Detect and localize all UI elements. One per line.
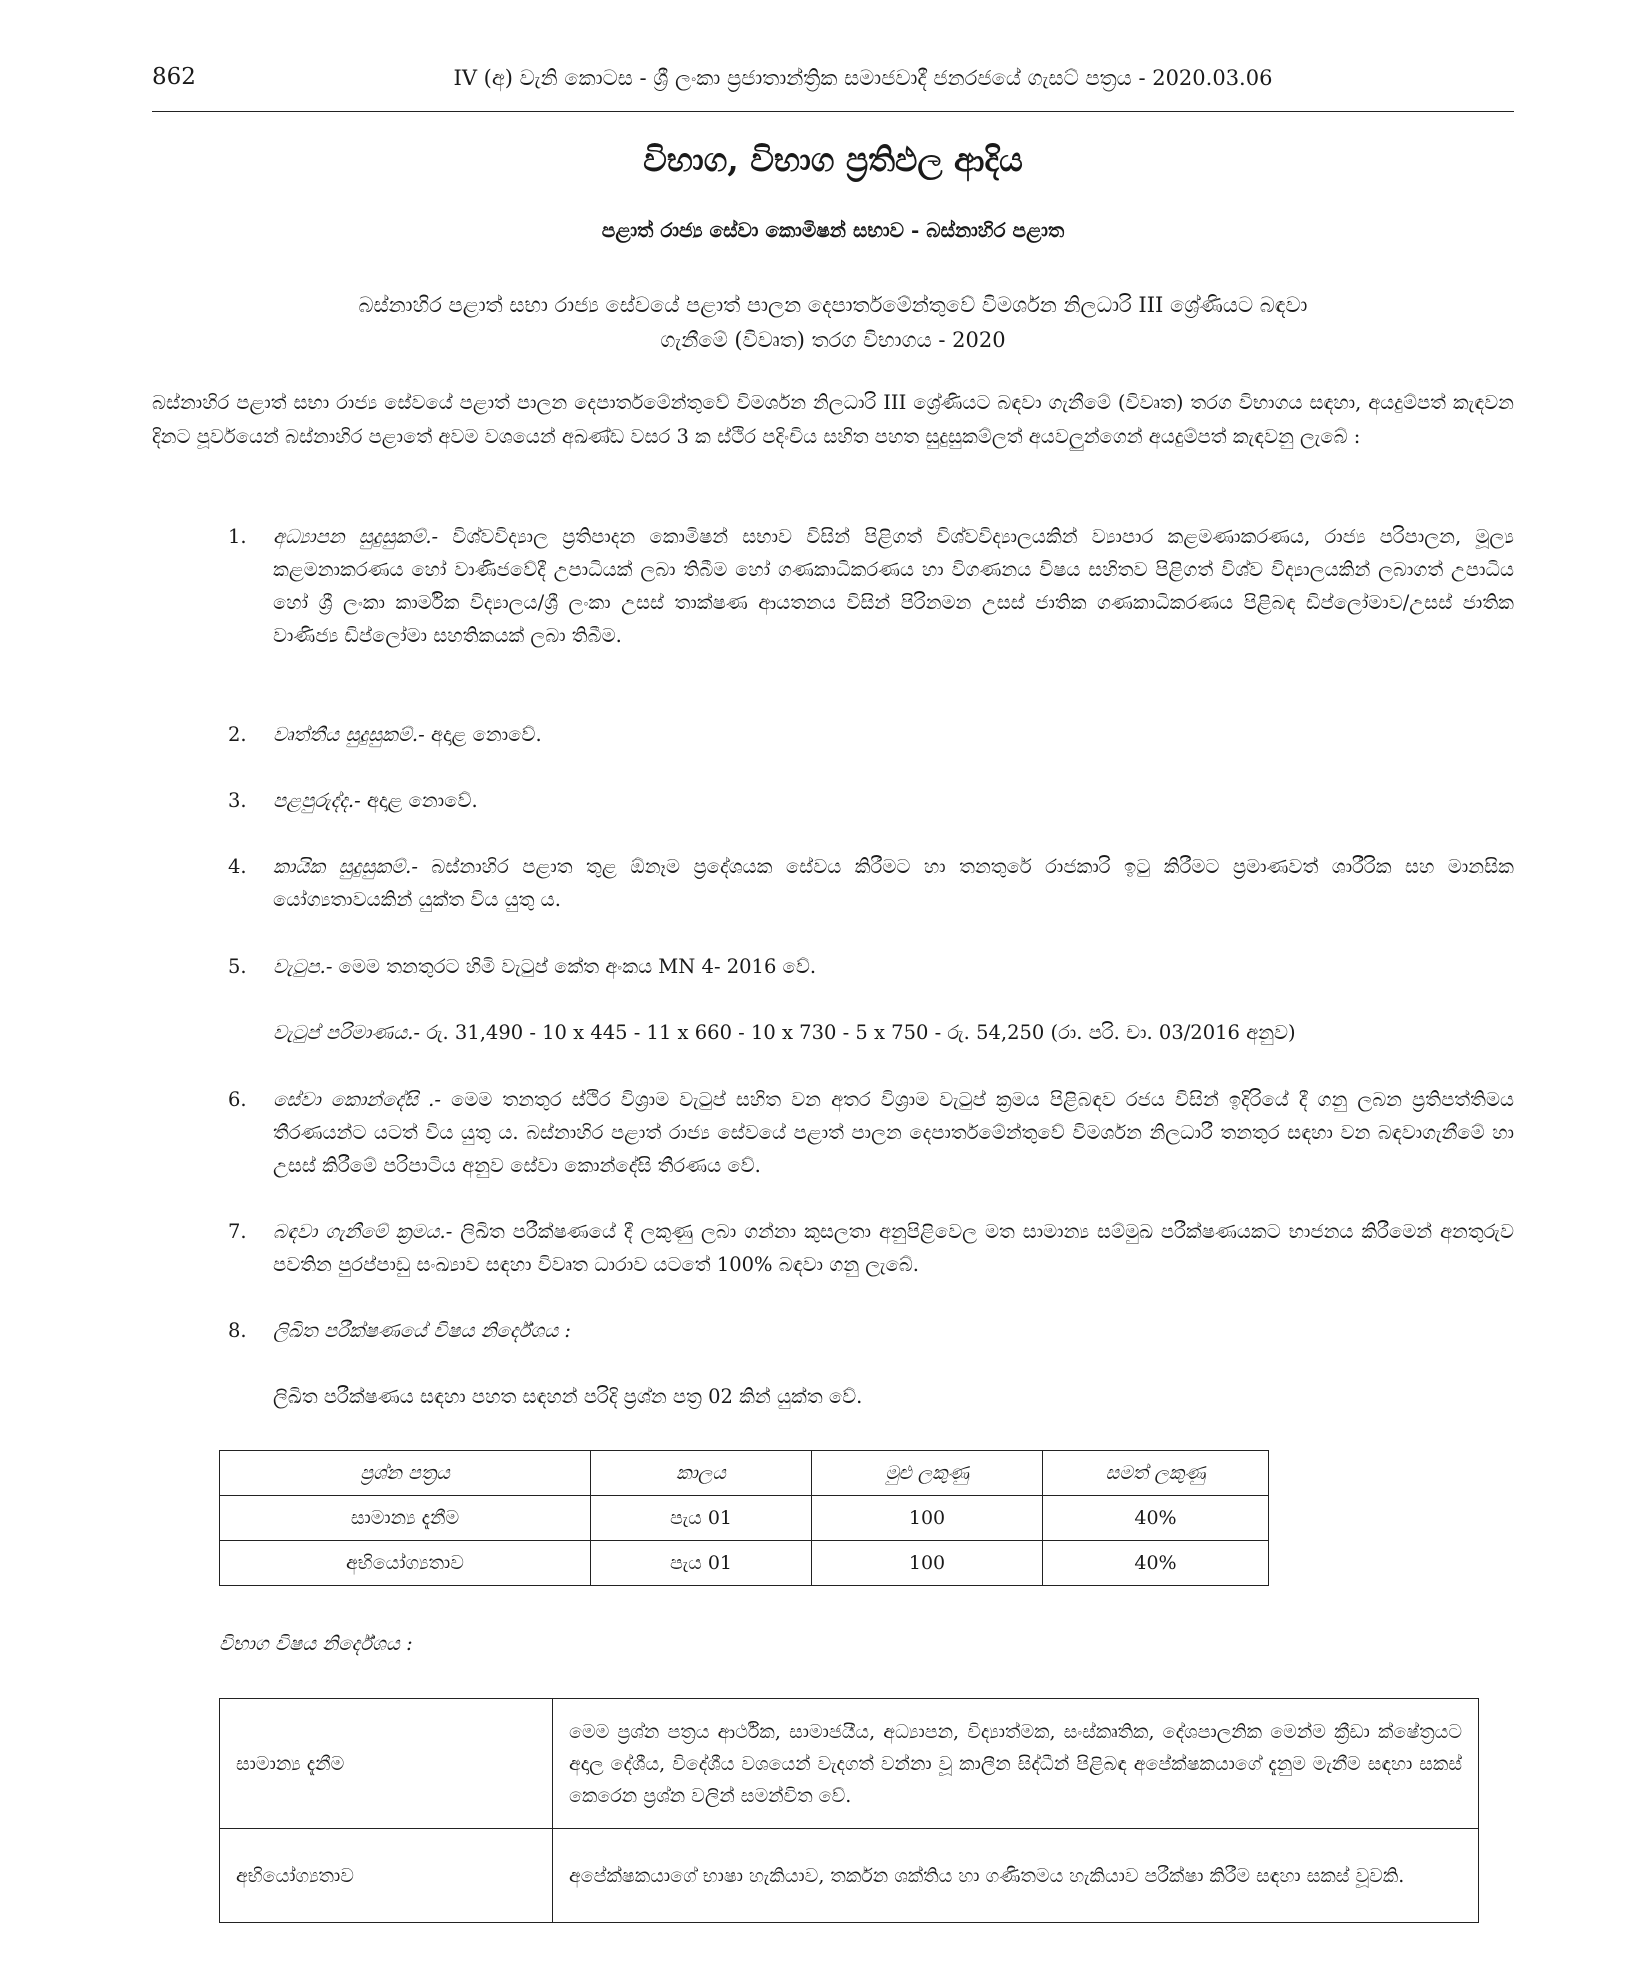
papers-table	[219, 1450, 1269, 1586]
item-heading: පළපුරුද්ද.-	[273, 789, 361, 812]
item-text: අදාළ නොවේ.	[424, 723, 542, 746]
table-cell: මෙම ප්‍රශ්න පත්‍රය ආර්ථික, සාමාජයීය, අධ්‍යාපන, විද්‍යාත්මක, සංස්කෘතික, දේශපාලනික මෙන්ම ක්‍රීඩා ක්ෂේත්‍රයට අදාල දේශීය, විදේශීය වශයෙන් වැදගත් වන්නා වූ කාලීන සිද්ධීන් පිළිබඳ අපේක්ෂකයාගේ දැනුම මැනීම සඳහා සකස් කෙරෙන ප්‍රශ්න වලින් සමන්විත වේ.	[553, 1699, 1479, 1829]
table-cell: 40%	[1043, 1496, 1269, 1541]
table-row	[220, 1699, 1479, 1829]
table-cell: සාමාන්‍ය දැනීම	[220, 1496, 591, 1541]
item-body	[273, 784, 1514, 817]
item-body	[273, 950, 1514, 983]
page-number: 862	[152, 64, 196, 90]
salary-scale-label: වැටුප් පරිමාණය.-	[273, 1021, 421, 1044]
exam-title-line: ගැනීමේ (විවෘත) තරග විභාගය - 2020	[660, 328, 1006, 352]
column-header: ප්‍රශ්න පත්‍රය	[220, 1451, 591, 1496]
table-cell: පැය 01	[591, 1496, 812, 1541]
item-heading: සේවා කොන්දේසි .-	[273, 1088, 441, 1111]
item-heading: ලිඛිත පරීක්ෂණයේ විෂය නිර්දේශය :	[273, 1319, 571, 1342]
table-cell: පැය 01	[591, 1541, 812, 1586]
item-number: 3.	[228, 789, 247, 812]
column-header: කාලය	[591, 1451, 812, 1496]
item-text: ලිඛිත පරීක්ෂණයේ දී ලකුණු ලබා ගන්නා කුසලතා අනුපිළිවෙල මත සාමාන්‍ය සම්මුඛ පරීක්ෂණයකට භාජනය කිරීමෙන් අනතුරුව පවතින පුරප්පාඩු සංඛ්‍යාව සඳහා විවෘත ධාරාව යටතේ 100% බඳවා ගනු ලැබේ.	[273, 1220, 1515, 1276]
item-body	[273, 1314, 1514, 1347]
page-header	[152, 64, 1514, 104]
page-title: විභාග, විභාග ප්‍රතිඵල ආදිය	[643, 140, 1023, 179]
list-item	[228, 718, 1514, 751]
item-heading: වැටුප.-	[273, 955, 333, 978]
column-header: මුළු ලකුණු	[812, 1451, 1043, 1496]
item-heading: අධ්‍යාපන සුදුසුකම්.-	[273, 525, 439, 548]
list-item	[228, 950, 1514, 983]
table-cell: 40%	[1043, 1541, 1269, 1586]
item-number: 5.	[228, 955, 247, 978]
item-text: විශ්වවිද්‍යාල ප්‍රතිපාදන කොමිෂන් සභාව විසින් පිළිගත් විශ්වවිද්‍යාලයකින් ව්‍යාපාර කළමණාකරණය, රාජ්‍ය පරිපාලන, මූල්‍ය කළමනාකරණය හෝ වාණිජවේදී උපාධියක් ලබා තිබීම හෝ ගණකාධිකරණය හා විගණනය විෂය සහිතව පිළිගත් විශ්ව විද්‍යාලයකින් ලබාගත් උපාධිය හෝ ශ්‍රී ලංකා කාර්මික විද්‍යාලය/ශ්‍රී ලංකා උසස් තාක්ෂණ ආයතනය විසින් පිරිනමන උසස් ජාතික ගණකාධිකරණය පිළිබඳ ඩිප්ලෝමාව/උසස් ජාතික වාණිජ්‍ය ඩිප්ලෝමා සහතිකයක් ලබා තිබීම.	[273, 525, 1514, 647]
running-title: IV (අ) වැනි කොටස - ශ්‍රී ලංකා ප්‍රජාතාන්ත්‍රික සමාජවාදී ජනරජයේ ගැසට් පත්‍රය - 2020.03.06	[453, 66, 1273, 90]
page-subtitle: පළාත් රාජ්‍ය සේවා කොමිෂන් සභාව - බස්නාහිර පළාත	[601, 218, 1065, 242]
item-body	[273, 520, 1514, 652]
item-text: අදාළ නොවේ.	[360, 789, 478, 812]
item-body	[273, 1083, 1514, 1182]
item-number: 7.	[228, 1220, 247, 1243]
item-body	[273, 718, 1514, 751]
item-heading: කායික සුදුසුකම්.-	[273, 855, 418, 878]
list-item	[228, 1215, 1514, 1281]
syllabus-table	[219, 1698, 1479, 1923]
salary-scale-text: රු. 31,490 - 10 x 445 - 11 x 660 - 10 x 730 - 5 x 750 - රු. 54,250 (රා. පරි. චා. 03/2016 අනුව)	[420, 1021, 1296, 1044]
item-body	[273, 850, 1514, 916]
table-cell: අභියෝග්‍යතාව	[220, 1541, 591, 1586]
table-cell: අභියෝග්‍යතාව	[220, 1829, 553, 1923]
item-heading: වෘත්තීය සුදුසුකම්.-	[273, 723, 425, 746]
list-item	[228, 784, 1514, 817]
exam-title	[210, 288, 1456, 358]
syllabus-label: විභාග විෂය නිර්දේශය :	[219, 1632, 413, 1655]
salary-scale	[228, 1016, 1514, 1049]
table-cell: 100	[812, 1496, 1043, 1541]
written-exam-note: ලිඛිත පරීක්ෂණය සඳහා පහත සඳහන් පරිදි ප්‍රශ්න පත්‍ර 02 කින් යුක්ත වේ.	[273, 1385, 863, 1408]
item-text: මෙම තනතුර ස්ථිර විශ්‍රාම වැටුප් සහිත වන අතර විශ්‍රාම වැටුප් ක්‍රමය පිළිබඳව රජය විසින් ඉදිරියේ දී ගනු ලබන ප්‍රතිපත්තිමය තීරණයන්ට යටත් විය යුතු ය. බස්නාහිර පළාත් රාජ්‍ය සේවයේ පළාත් පාලන දෙපාර්තමේන්තුවේ විමර්ශන නිලධාරී තනතුර සඳහා වන බඳවාගැනීමේ හා උසස් කිරීමේ පරිපාටිය අනුව සේවා කොන්දේසි තීරණය වේ.	[273, 1088, 1515, 1177]
table-cell: 100	[812, 1541, 1043, 1586]
exam-title-line: බස්නාහිර පළාත් සභා රාජ්‍ය සේවයේ පළාත් පාලන දෙපාර්තමේන්තුවේ විමර්ශන නිලධාරි III ශ්‍රේණියට බඳවා	[358, 293, 1308, 317]
table-cell: සාමාන්‍ය දැනීම	[220, 1699, 553, 1829]
item-text: මෙම තනතුරට හිමි වැටුප් කේත අංකය MN 4- 2016 වේ.	[332, 955, 817, 978]
list-item	[228, 520, 1514, 652]
column-header: සමත් ලකුණු	[1043, 1451, 1269, 1496]
item-number: 1.	[228, 525, 247, 548]
item-text: බස්නාහිර පළාත තුළ ඕනෑම ප්‍රදේශයක සේවය කිරීමට හා තනතුරේ රාජකාරි ඉටු කිරීමට ප්‍රමාණවත් ශාරීරික සහ මානසික යෝග්‍යතාවයකින් යුක්ත විය යුතු ය.	[273, 855, 1514, 911]
table-header-row	[220, 1451, 1269, 1496]
item-body	[273, 1215, 1514, 1281]
table-cell: අපේක්ෂකයාගේ භාෂා හැකියාව, තර්කන ශක්තිය හා ගණිතමය හැකියාව පරීක්ෂා කිරීම සඳහා සකස් වූවකි.	[553, 1829, 1479, 1923]
list-item	[228, 850, 1514, 916]
item-number: 6.	[228, 1088, 247, 1111]
item-number: 8.	[228, 1319, 247, 1342]
list-item	[228, 1314, 1514, 1347]
item-number: 4.	[228, 855, 247, 878]
list-item	[228, 1083, 1514, 1182]
table-row	[220, 1496, 1269, 1541]
item-number: 2.	[228, 723, 247, 746]
table-row	[220, 1829, 1479, 1923]
item-heading: බඳවා ගැනීමේ ක්‍රමය.-	[273, 1220, 453, 1243]
intro-paragraph: බස්නාහිර පළාත් සභා රාජ්‍ය සේවයේ පළාත් පාලන දෙපාර්තමේන්තුවේ විමර්ශන නිලධාරි III ශ්‍රේණියට බඳවා ගැනීමේ (විවෘත) තරග විභාගය සඳහා, අයදුම්පත් කැඳවන දිනට පූර්වයෙන් බස්නාහිර පළාතේ අවම වශයෙන් අඛණ්ඩ වසර 3 ක ස්ථිර පදිංචිය සහිත පහත සුදුසුකම්ලත් අයවලුන්ගෙන් අයදුම්පත් කැඳවනු ලැබේ :	[152, 391, 1514, 448]
header-rule	[152, 111, 1514, 112]
table-row	[220, 1541, 1269, 1586]
